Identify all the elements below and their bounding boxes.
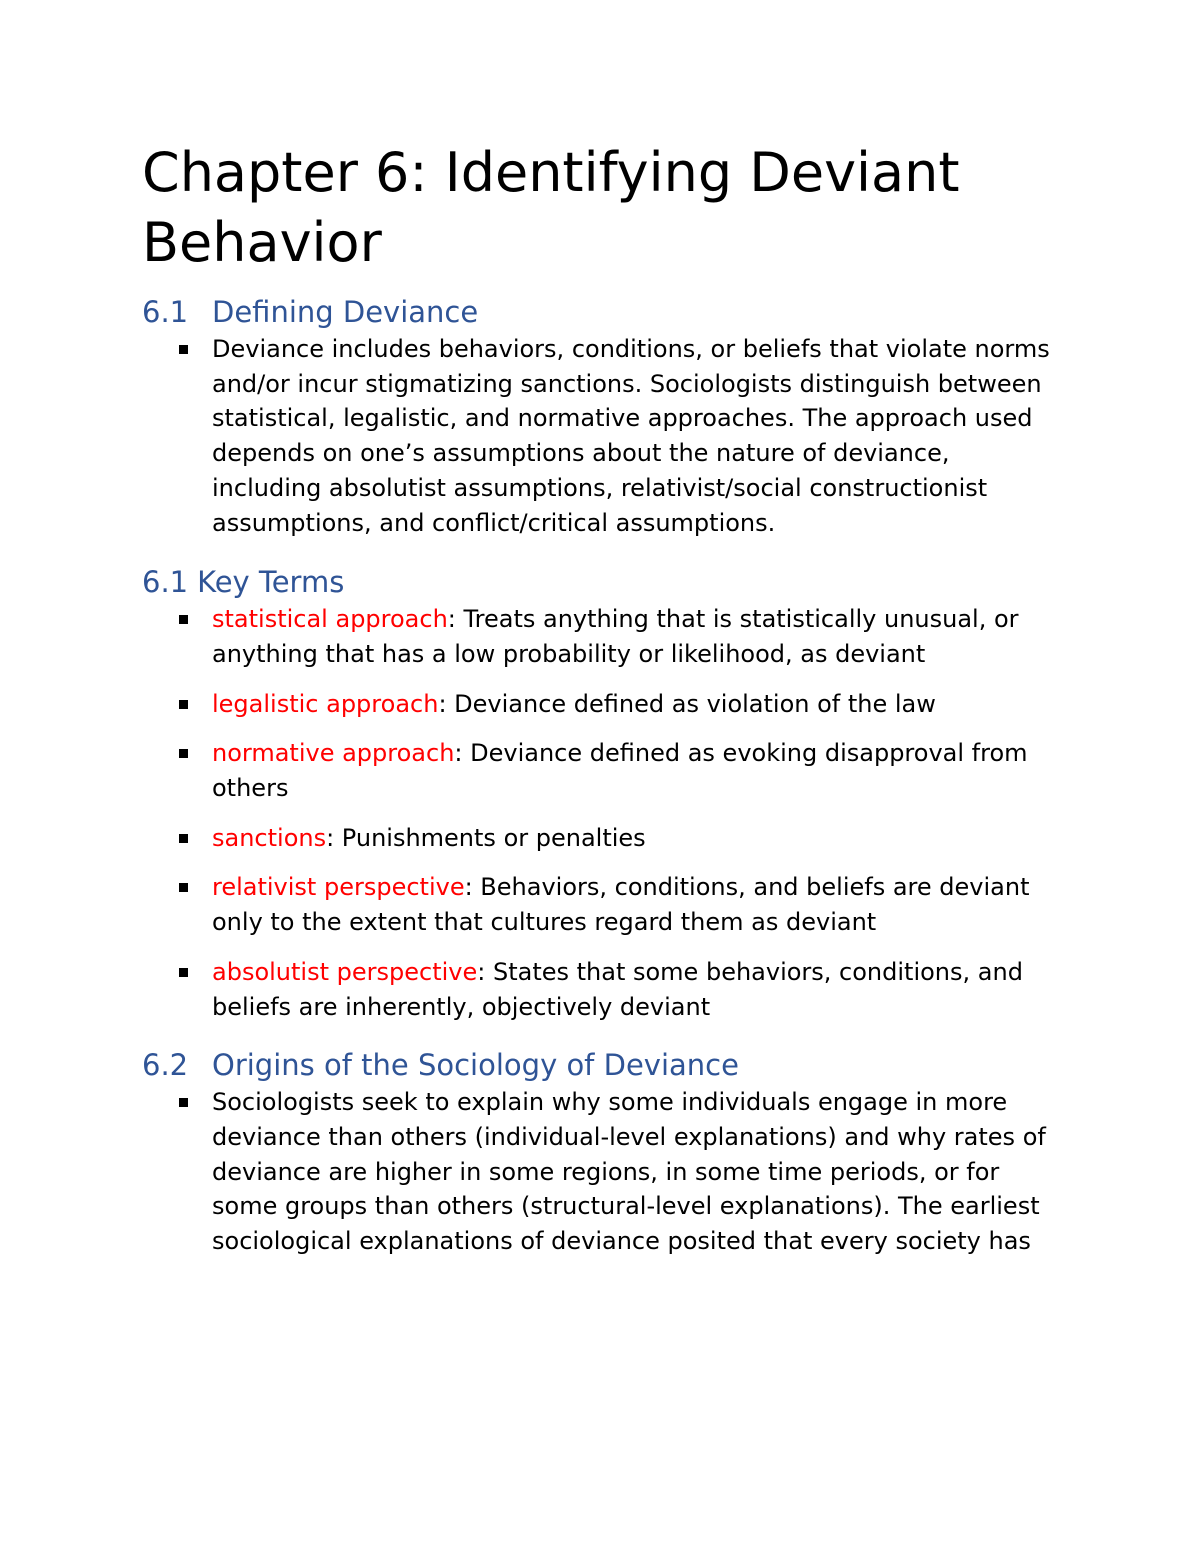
square-bullet-icon (179, 968, 188, 977)
key-term: absolutist perspective (212, 957, 478, 986)
key-term: normative approach (212, 739, 455, 768)
section-title: Defining Deviance (212, 295, 479, 329)
term-definition: : Behaviors, conditions, and beliefs are deviant only to the extent that cultures regard them as deviant (212, 873, 1030, 937)
bullet-list (142, 1085, 1062, 1259)
section-heading (142, 1047, 1062, 1083)
term-definition: : Deviance defined as evoking disapproval from others (212, 739, 1028, 803)
list-item (142, 736, 1062, 805)
list-item (142, 332, 1062, 540)
square-bullet-icon (179, 883, 188, 892)
section-number: 6.1 (142, 295, 189, 329)
key-term: legalistic approach (212, 689, 439, 718)
section-origins (142, 1047, 1062, 1259)
square-bullet-icon (179, 700, 188, 709)
term-definition: : States that some behaviors, conditions, and beliefs are inherently, objectively deviant (212, 957, 1023, 1021)
square-bullet-icon (179, 345, 188, 354)
term-definition: : Treats anything that is statistically unusual, or anything that has a low probability or likelihood, as deviant (212, 605, 1019, 668)
document-content (142, 138, 1062, 1259)
list-item (142, 870, 1062, 939)
square-bullet-icon (179, 615, 188, 624)
square-bullet-icon (179, 1098, 188, 1107)
bullet-text: Sociologists seek to explain why some individuals engage in more deviance than others (individual-level explanations) and why rates of deviance are higher in some regions, in some time periods, or for some groups than others (structural-level explanations). The earliest sociological explanations of deviance posited that every society has (212, 1088, 1046, 1256)
square-bullet-icon (179, 834, 188, 843)
list-item (142, 602, 1062, 671)
list-item (142, 1085, 1062, 1259)
key-term: relativist perspective (212, 873, 465, 902)
section-heading (142, 294, 1062, 330)
list-item (142, 955, 1062, 1024)
bullet-text: Deviance includes behaviors, conditions, or beliefs that violate norms and/or incur stigmatizing sanctions. Sociologists distinguish between statistical, legalistic, and normative approaches. The approach used depends on one’s assumptions about the nature of deviance, including absolutist assumptions, relativist/social constructionist assumptions, and conflict/critical assumptions. (212, 335, 1050, 537)
section-title: Key Terms (197, 565, 345, 600)
section-title: Origins of the Sociology of Deviance (212, 1048, 739, 1083)
list-item (142, 821, 1062, 856)
section-key-terms (142, 564, 1062, 1024)
bullet-list (142, 332, 1062, 540)
key-terms-list (142, 602, 1062, 1024)
chapter-title: Chapter 6: Identifying Deviant Behavior (142, 141, 960, 274)
section-heading (142, 564, 1062, 600)
square-bullet-icon (179, 749, 188, 758)
key-term: sanctions (212, 823, 327, 852)
section-number: 6.2 (142, 1048, 189, 1083)
key-term: statistical approach (212, 605, 448, 634)
term-definition: : Punishments or penalties (326, 823, 646, 852)
term-definition: : Deviance defined as violation of the law (438, 689, 936, 718)
section-defining-deviance (142, 294, 1062, 540)
section-number: 6.1 (142, 565, 189, 600)
list-item (142, 687, 1062, 722)
